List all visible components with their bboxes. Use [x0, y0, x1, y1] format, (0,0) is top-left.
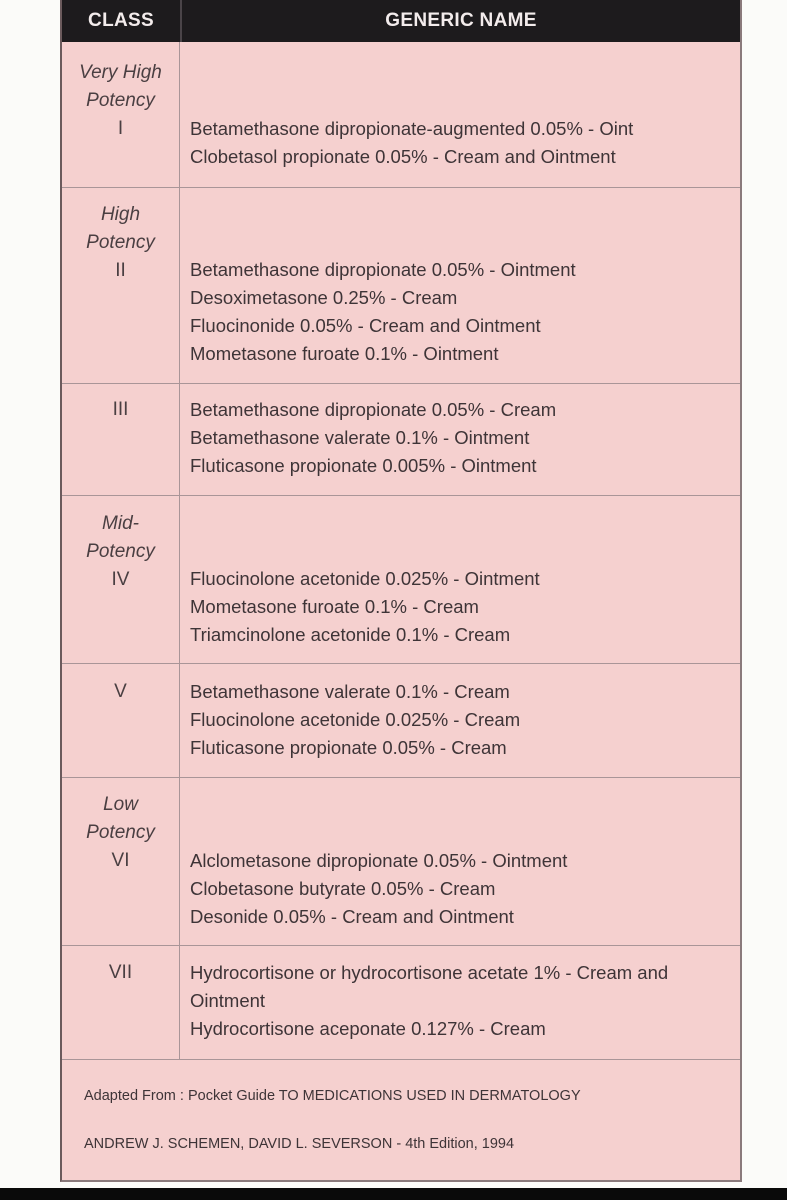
drug-entry: Desonide 0.05% - Cream and Ointment: [190, 906, 514, 927]
drug-entry: Fluticasone propionate 0.005% - Ointment: [190, 455, 537, 476]
source-citation: Adapted From : Pocket Guide TO MEDICATIONS USED IN DERMATOLOGY: [84, 1088, 581, 1104]
class-numeral: I: [117, 118, 124, 139]
potency-label: Potency: [86, 90, 155, 111]
potency-label: Very High: [79, 62, 162, 83]
table-header: [62, 0, 740, 42]
table-row: [62, 188, 740, 384]
table-row: [62, 946, 740, 1060]
drug-entry: Betamethasone dipropionate-augmented 0.05% - Oint: [190, 118, 634, 139]
table-row: [62, 496, 740, 664]
class-numeral: V: [114, 681, 127, 702]
drug-entry: Desoximetasone 0.25% - Cream: [190, 287, 458, 308]
potency-label: Low: [103, 794, 138, 815]
generic-name-cell: [190, 678, 735, 762]
generic-name-column-header: GENERIC NAME: [385, 10, 537, 31]
drug-entry: Mometasone furoate 0.1% - Ointment: [190, 343, 499, 364]
generic-name-cell: [190, 847, 735, 931]
drug-entry: Clobetasol propionate 0.05% - Cream and Ointment: [190, 146, 616, 167]
class-numeral: VII: [108, 962, 133, 983]
potency-label: Mid-: [102, 513, 139, 534]
author-citation: ANDREW J. SCHEMEN, DAVID L. SEVERSON - 4th Edition, 1994: [84, 1136, 515, 1152]
class-column-header: CLASS: [88, 10, 154, 31]
table-row: [62, 384, 740, 496]
generic-name-cell: [190, 396, 735, 480]
table-row: [62, 664, 740, 778]
generic-name-cell: [190, 959, 725, 1043]
class-cell: [62, 664, 180, 777]
drug-entry: Hydrocortisone aceponate 0.127% - Cream: [190, 1018, 546, 1039]
class-numeral: VI: [111, 850, 130, 871]
drug-entry: Fluticasone propionate 0.05% - Cream: [190, 737, 507, 758]
class-cell: [62, 496, 180, 663]
drug-entry: Betamethasone dipropionate 0.05% - Ointment: [190, 259, 576, 280]
potency-label: Potency: [86, 541, 155, 562]
drug-entry: Fluocinolone acetonide 0.025% - Ointment: [190, 568, 540, 589]
drug-entry: Triamcinolone acetonide 0.1% - Cream: [190, 624, 511, 645]
steroid-potency-table: [60, 0, 742, 1182]
class-numeral: IV: [111, 569, 130, 590]
drug-entry: Betamethasone valerate 0.1% - Ointment: [190, 427, 530, 448]
potency-label: Potency: [86, 232, 155, 253]
drug-entry: Mometasone furoate 0.1% - Cream: [190, 596, 479, 617]
drug-entry: Hydrocortisone or hydrocortisone acetate 1% - Cream and Ointment: [190, 962, 669, 1011]
class-cell: [62, 384, 180, 495]
table-row: [62, 778, 740, 946]
drug-entry: Fluocinonide 0.05% - Cream and Ointment: [190, 315, 541, 336]
class-numeral: II: [115, 260, 126, 281]
class-cell: [62, 188, 180, 383]
table-row: [62, 42, 740, 188]
drug-entry: Alclometasone dipropionate 0.05% - Ointment: [190, 850, 568, 871]
class-cell: [62, 778, 180, 945]
potency-label: High: [100, 204, 141, 225]
generic-name-cell: [190, 115, 735, 171]
drug-entry: Fluocinolone acetonide 0.025% - Cream: [190, 709, 521, 730]
bottom-edge-bar: [0, 1188, 787, 1200]
drug-entry: Betamethasone dipropionate 0.05% - Cream: [190, 399, 557, 420]
drug-entry: Clobetasone butyrate 0.05% - Cream: [190, 878, 496, 899]
generic-name-cell: [190, 565, 735, 649]
drug-entry: Betamethasone valerate 0.1% - Cream: [190, 681, 510, 702]
class-cell: [62, 946, 180, 1059]
class-numeral: III: [112, 399, 129, 420]
class-cell: [62, 42, 180, 187]
generic-name-cell: [190, 256, 735, 368]
potency-label: Potency: [86, 822, 155, 843]
